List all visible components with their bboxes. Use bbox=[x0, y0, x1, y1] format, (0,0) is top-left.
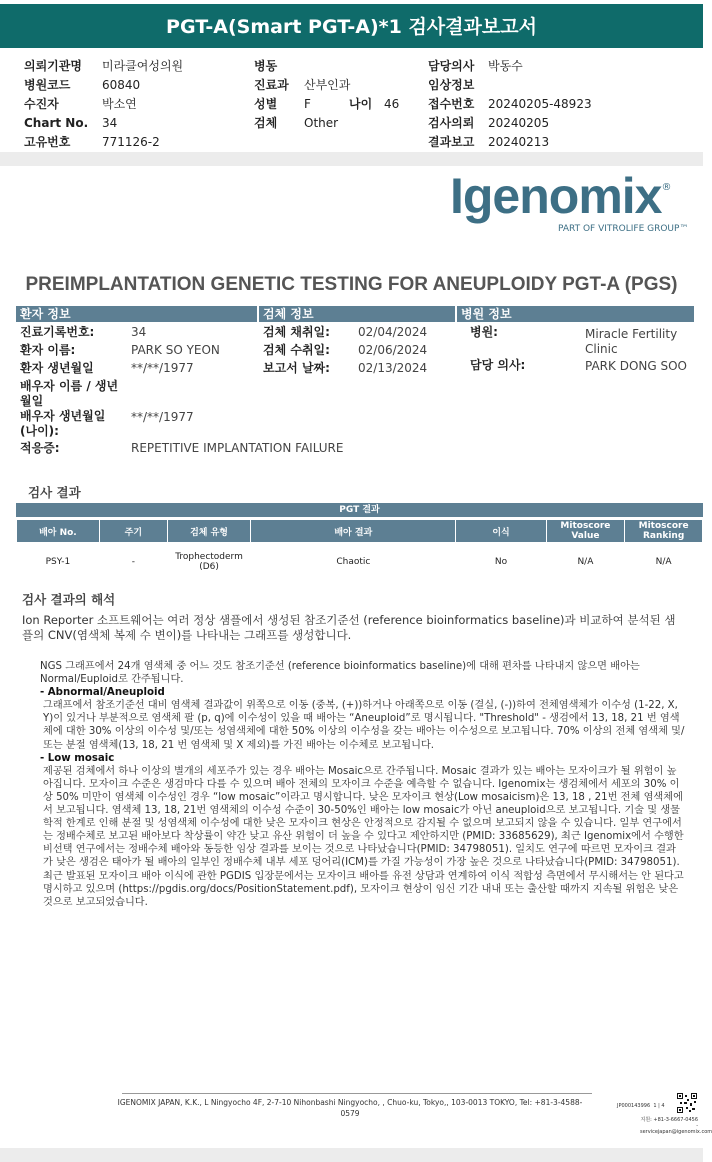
field-value: 46 bbox=[384, 97, 400, 111]
field-value: 771126-2 bbox=[102, 135, 160, 149]
table-cell: N/A bbox=[577, 557, 594, 567]
hospital-label: 병원: bbox=[470, 325, 498, 339]
field-label: 접수번호 bbox=[428, 97, 475, 111]
report-main-title: PREIMPLANTATION GENETIC TESTING FOR ANEUPLOIDY PGT-A (PGS) bbox=[25, 274, 678, 295]
qr-code-icon bbox=[677, 1093, 697, 1113]
received-label: 검체 수취일: bbox=[263, 343, 330, 357]
results-heading: 검사 결과 bbox=[28, 485, 81, 500]
name-label: 환자 이름: bbox=[20, 343, 76, 357]
footer-address: IGENOMIX JAPAN, K.K., L Ningyocho 4F, 2-7-10 Nihonbashi Ningyocho, , Chuo-ku, Tokyo,, 103-0013 TOKYO, Tel: +81-3-4588-0579 bbox=[117, 1098, 583, 1118]
interpretation-heading: 검사 결과의 해석 bbox=[22, 592, 116, 607]
doc-code-value: JP000143996 bbox=[617, 1103, 651, 1109]
indication-value: REPETITIVE IMPLANTATION FAILURE bbox=[131, 441, 344, 455]
field-value: 60840 bbox=[102, 78, 141, 92]
indication-label: 적응증: bbox=[20, 441, 60, 455]
field-label: 임상정보 bbox=[428, 78, 475, 92]
section-title: 병원 정보 bbox=[461, 307, 512, 321]
doctor-label: 담당 의사: bbox=[470, 358, 526, 372]
field-label: 수진자 bbox=[24, 97, 59, 111]
pgt-table-title: PGT 결과 bbox=[16, 503, 703, 517]
field-label: 고유번호 bbox=[24, 135, 71, 149]
spouse-label: 배우자 이름 / 생년월일 bbox=[20, 379, 119, 408]
hospital-value: Miracle Fertility Clinic bbox=[585, 327, 678, 356]
dob-value: **/**/1977 bbox=[131, 361, 194, 375]
field-label: 진료과 bbox=[254, 78, 289, 92]
column-header: Mitoscore Ranking bbox=[625, 520, 703, 543]
field-value: 20240205-48923 bbox=[488, 97, 592, 111]
report-title-bar bbox=[0, 4, 703, 48]
report-date-value: 02/13/2024 bbox=[358, 361, 428, 375]
report-date-label: 보고서 날짜: bbox=[263, 361, 330, 375]
field-label: Chart No. bbox=[24, 116, 89, 130]
hospital-section-bar bbox=[457, 306, 694, 322]
igenomix-logo bbox=[450, 170, 690, 240]
record-label: 진료기록번호: bbox=[20, 325, 95, 339]
column-header: 배아 결과 bbox=[251, 520, 456, 543]
report-title: PGT-A(Smart PGT-A)*1 검사결과보고서 bbox=[166, 16, 537, 38]
dob-label: 환자 생년월일 bbox=[20, 361, 94, 375]
doc-code bbox=[617, 1103, 665, 1109]
euploid-paragraph: NGS 그래프에서 24개 염색체 중 어느 것도 참조기준선 (reference bioinformatics baseline)에 대해 편차를 나타내지 않으면 배아는 Normal/Euploid로 간주됩니다. bbox=[40, 661, 640, 686]
field-value: 20240213 bbox=[488, 135, 550, 149]
table-cell: No bbox=[494, 557, 508, 567]
interpretation-body bbox=[40, 660, 685, 909]
received-value: 02/06/2024 bbox=[358, 343, 428, 357]
pgt-results-table bbox=[16, 519, 703, 581]
patient-section-bar bbox=[16, 306, 257, 322]
field-value: 미라클여성의원 bbox=[102, 59, 184, 73]
aneuploid-paragraph: 그래프에서 참조기준선 대비 염색체 결과값이 위쪽으로 이동 (중복, (+))하거나 아래쪽으로 이동 (결실, (-))하여 전체염색체가 이수성 (1-22, X, Y)이 있거나 부분적으로 염색체 팔 (p, q)에 이수성이 있을 때 배아는 “Aneuploid”로 명시됩니다. "Threshold" - 생검에서 13, 18, 21 번 염색체에 대한 30% 이상의 이수성 및/또는 성염색체에 대한 50% 이상의 이수성을 갖는 배아는 이수성으로 보고됩니다. 70% 이상의 전체 염색체 및/또는 분절 염색체(13, 18, 21 번 염색체 및 X 제외)를 가진 배아는 이수체로 보고됩니다. bbox=[43, 700, 685, 751]
field-label: 의뢰기관명 bbox=[24, 59, 82, 73]
field-label: 나이 bbox=[349, 97, 373, 111]
specimen-section-bar bbox=[259, 306, 455, 322]
spouse-dob-value: **/**/1977 bbox=[131, 410, 194, 424]
table-row bbox=[17, 543, 703, 582]
page-number: 1 | 4 bbox=[653, 1103, 665, 1109]
bottom-divider bbox=[0, 1148, 703, 1162]
collected-value: 02/04/2024 bbox=[358, 325, 428, 339]
field-label: 담당의사 bbox=[428, 59, 475, 73]
column-header: Mitoscore Value bbox=[546, 520, 625, 543]
collected-label: 검체 채취일: bbox=[263, 325, 330, 339]
field-label: 검체 bbox=[254, 116, 278, 130]
column-header: 검체 유형 bbox=[167, 520, 250, 543]
field-label: 병동 bbox=[254, 59, 278, 73]
column-header: 배아 No. bbox=[17, 520, 100, 543]
table-cell: Chaotic bbox=[336, 557, 371, 567]
table-cell: PSY-1 bbox=[45, 557, 71, 567]
field-label: 결과보고 bbox=[428, 135, 475, 149]
section-title: 검체 정보 bbox=[263, 307, 314, 321]
column-header: 이식 bbox=[456, 520, 546, 543]
aneuploid-heading: - Abnormal/Aneuploid bbox=[40, 687, 165, 699]
name-value: PARK SO YEON bbox=[131, 343, 220, 357]
logo-word: Igenomix bbox=[450, 168, 662, 224]
logo-subtitle: PART OF VITROLIFE GROUP™ bbox=[558, 224, 689, 234]
field-value: 박동수 bbox=[488, 59, 523, 73]
record-value: 34 bbox=[131, 325, 147, 339]
field-label: 성별 bbox=[254, 97, 278, 111]
low-mosaic-heading: - Low mosaic bbox=[40, 752, 115, 764]
field-value: F bbox=[304, 97, 311, 111]
interpretation-intro: Ion Reporter 소프트웨어는 여러 정상 샘플에서 생성된 참조기준선 (reference bioinformatics baseline)과 비교하여 분석된 샘플의 CNV(염색체 복제 수 변이)를 나타내는 그래프를 생성합니다. bbox=[22, 613, 676, 642]
footer-divider bbox=[122, 1093, 592, 1094]
field-value: 34 bbox=[102, 116, 118, 130]
low-mosaic-paragraph: 제공된 검체에서 하나 이상의 별개의 세포주가 있는 경우 배아는 Mosaic으로 간주됩니다. Mosaic 결과가 있는 배아는 모자이크가 될 위험이 높아집니다. 모자이크 수준은 생검마다 다를 수 있으며 배아 전체의 모자이크 수준을 예측할 수 없습니다. Igenomix는 생검체에서 세포의 30% 이상 50% 미만이 염색체 이수성인 경우 “low mosaic”이라고 명시합니다. 낮은 모자이크 현상(Low mosaicism)은 13, 18 , 21번 전체 염색체에서 보고됩니다. 염색체 13, 18, 21번 염색체의 이수성 수준이 30-50%인 배아는 low mosaic가 아닌 aneuploid으로 보고됩니다. 기술 및 생물학적 한계로 인해 분절 및 성염색체 이수성에 대한 낮은 모자이크 현상은 안정적으로 감지될 수 없으며 보고되지 않을 수 있습니다. 일부 연구에서는 정배수체로 보고된 배아보다 착상률이 약간 낮고 유산 위험이 더 높을 수 있다고 제안하지만 (PMID: 33685629), 최근 Igenomix에서 수행한 비선택 연구에서는 정배수체 배아와 동등한 임상 결과를 보이는 것으로 나타났습니다(PMID: 34798051). 일치도 연구에 따르면 모자이크 결과가 낮은 생검은 태아가 될 배아의 일부인 정배수체 내부 세포 덩어리(ICM)를 가질 가능성이 가장 높은 것으로 나타났습니다(PMID: 34798051). 최근 발표된 모자이크 배아 이식에 관한 PGDIS 입장문에서는 모자이크 배아를 유전 상담과 연계하여 이식 적합성 측면에서 무시해서는 안 된다고 명시하고 있으며 (https://pgdis.org/docs/PositionStatement.pdf), 모자이크 현상이 임신 기간 내내 또는 출산할 때까지 지속될 위험은 낮은 것으로 보고되었습니다. bbox=[43, 765, 684, 908]
table-cell: - bbox=[131, 557, 135, 567]
column-header: 주기 bbox=[99, 520, 167, 543]
section-title: 환자 정보 bbox=[20, 307, 71, 321]
field-value: Other bbox=[304, 116, 339, 130]
field-label: 병원코드 bbox=[24, 78, 71, 92]
table-header-row bbox=[17, 520, 703, 543]
logo-mark: ® bbox=[661, 182, 672, 193]
divider bbox=[0, 152, 703, 166]
table-cell: N/A bbox=[655, 557, 672, 567]
spouse-dob-label: 배우자 생년월일 (나이): bbox=[20, 409, 106, 438]
field-value: 산부인과 bbox=[304, 78, 351, 92]
table-cell: Trophectoderm (D6) bbox=[175, 552, 243, 572]
field-value: 박소연 bbox=[102, 97, 137, 111]
field-label: 검사의뢰 bbox=[428, 116, 475, 130]
field-value: 20240205 bbox=[488, 116, 550, 130]
doctor-value: PARK DONG SOO bbox=[585, 359, 687, 373]
footer-contact: 지원: +81-3-6667-0456 - servicejapan@igenomix.com bbox=[640, 1117, 712, 1135]
